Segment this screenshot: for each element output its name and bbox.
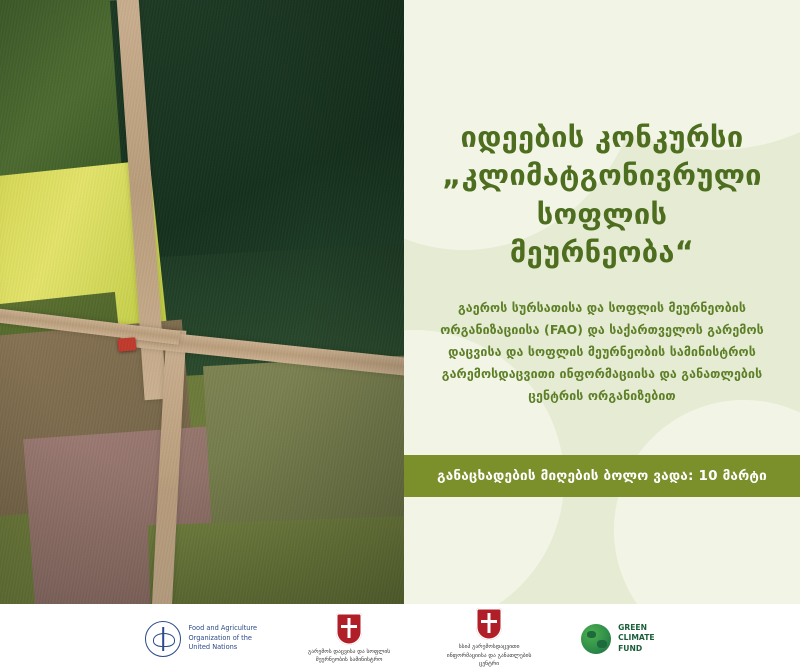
fao-text-line: Food and Agriculture — [188, 623, 258, 632]
content-panel — [404, 0, 800, 604]
gcf-text-line: GREEN — [618, 623, 647, 633]
logo-gcf — [581, 623, 654, 654]
fao-text-line: Organization of the — [188, 633, 252, 642]
subtitle-line: გაეროს სურსათისა და სოფლის მეურნეობის — [457, 300, 747, 316]
center-caption: სსიპ გარემოსდაცვითი ინფორმაციისა და განათლების ცენტრი — [446, 644, 532, 668]
field-green-bottom — [148, 515, 404, 604]
poster-subtitle — [430, 297, 774, 407]
logo-ministry — [301, 613, 397, 665]
deadline-text: განაცხადების მიღების ბოლო ვადა: 10 მარტი — [437, 468, 767, 484]
georgia-coat-of-arms-icon — [476, 608, 502, 640]
poster-title — [430, 118, 774, 271]
title-line: „კლიმატგონივრული — [442, 158, 762, 193]
ministry-caption: გარემოს დაცვისა და სოფლის მეურნეობის სამინისტრო — [307, 648, 391, 663]
logo-fao — [145, 621, 257, 657]
aerial-farmland-photo — [0, 0, 404, 604]
subtitle-line: დაცვისა და სოფლის მეურნეობის სამინისტროს — [448, 344, 756, 360]
gcf-text-line: CLIMATE — [618, 633, 655, 643]
footer-logos — [0, 604, 800, 671]
fao-text-line: United Nations — [188, 643, 238, 652]
fao-logo-text — [188, 624, 257, 654]
deadline-banner — [404, 455, 800, 497]
tractor-icon — [117, 337, 136, 352]
gcf-text-line: FUND — [618, 643, 643, 653]
georgia-coat-of-arms-icon — [336, 613, 362, 645]
title-line: მეურნეობა“ — [509, 234, 695, 269]
fao-emblem-icon — [145, 621, 181, 657]
gcf-logo-text — [618, 623, 654, 654]
title-line: იდეების კონკურსი — [460, 120, 744, 154]
subtitle-line: ორგანიზაციისა (FAO) და საქართველოს გარემოს — [440, 322, 764, 338]
title-line: სოფლის — [536, 196, 668, 231]
subtitle-line: გარემოსდაცვითი ინფორმაციისა და განათლების — [441, 366, 763, 382]
subtitle-line: ცენტრის ორგანიზებით — [528, 388, 676, 404]
decorative-blob — [614, 400, 800, 604]
logo-environmental-info-center — [441, 608, 537, 668]
green-globe-icon — [581, 624, 611, 654]
